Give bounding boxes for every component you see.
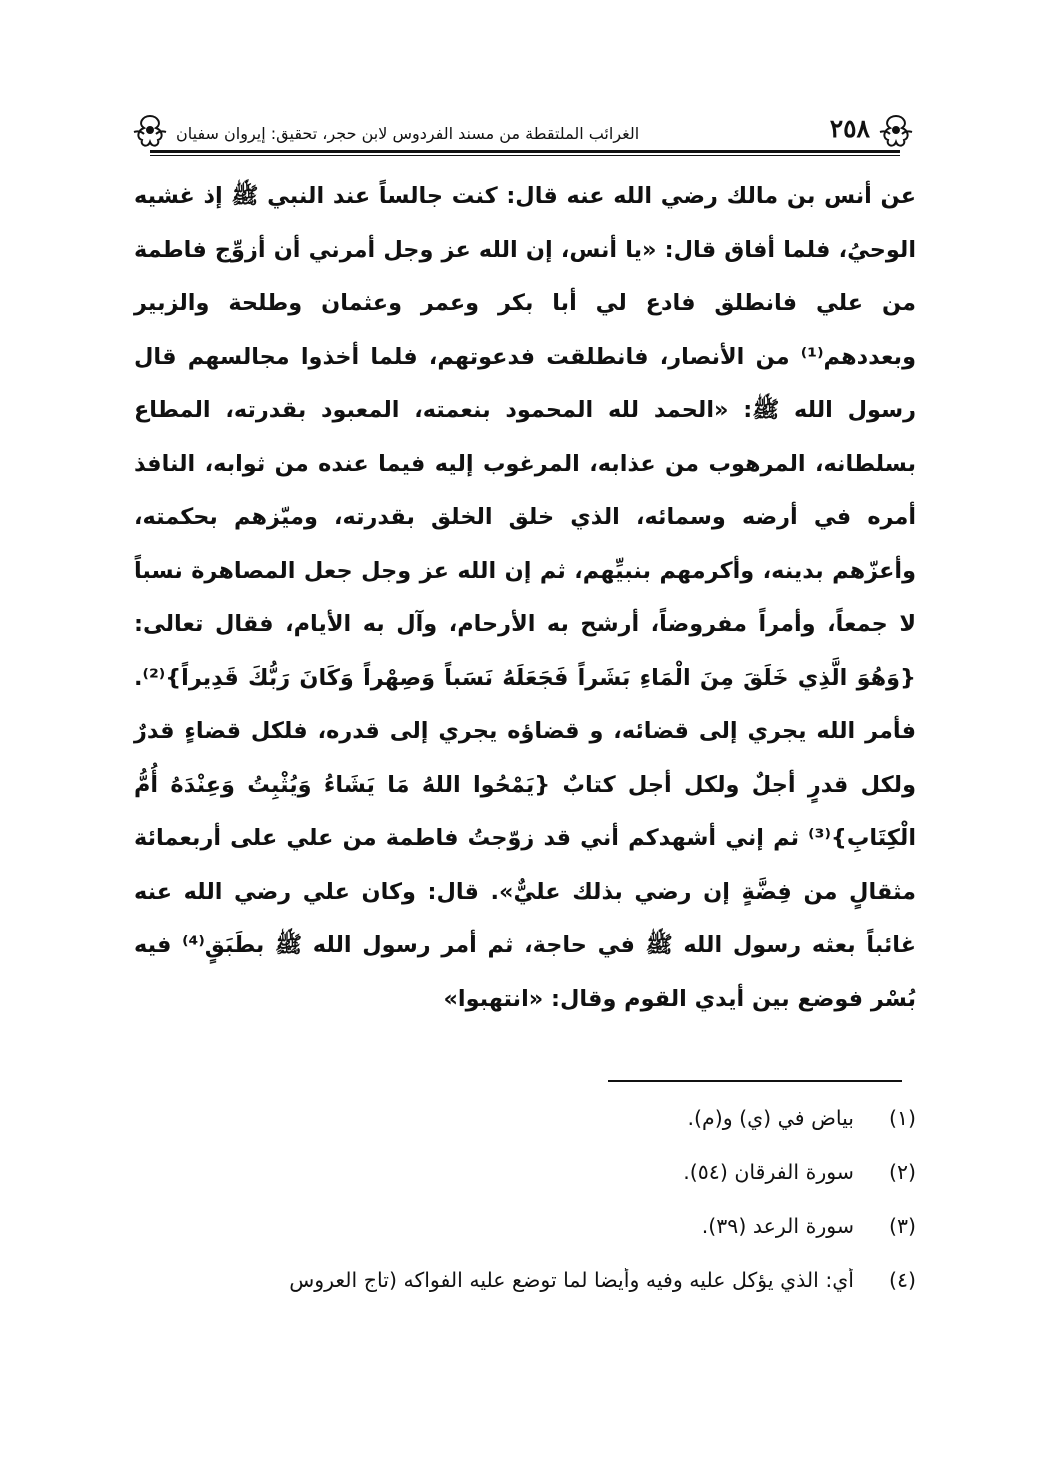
footnote-item (134, 1214, 916, 1268)
footnote-item (134, 1160, 916, 1214)
footnote-number: (٢) (888, 1160, 916, 1184)
footnote-text: أي: الذي يؤكل عليه وفيه وأيضا لما توضع عليه الفواكه (تاج العروس (289, 1268, 854, 1292)
footnote-item (134, 1268, 916, 1322)
footnote-text: بياض في (ي) و(م). (687, 1106, 854, 1130)
footnotes (134, 1106, 916, 1322)
header-divider (150, 150, 900, 156)
footnote-number: (١) (888, 1106, 916, 1130)
footnote-number: (٤) (888, 1268, 916, 1292)
floral-ornament-icon (874, 111, 918, 151)
footnote-text: سورة الفرقان (٥٤). (683, 1160, 854, 1184)
footnote-divider (608, 1080, 902, 1082)
page-number: ٢٥٨ (829, 113, 870, 143)
floral-ornament-icon (128, 111, 172, 151)
footnote-text: سورة الرعد (٣٩). (701, 1214, 854, 1238)
body-paragraph: عن أنس بن مالك رضي الله عنه قال: كنت جالساً عند النبي ﷺ إذ غشيه الوحيُ، فلما أفاق قال: «يا أنس، إن الله عز وجل أمرني أن أزوِّج فاطمة من علي فانطلق فادع لي أبا بكر وعمر وعثمان وطلحة والزبير وبعددهم⁽¹⁾ من الأنصار، فانطلقت فدعوتهم، فلما أخذوا مجالسهم قال رسول الله ﷺ: «الحمد لله المحمود بنعمته، المعبود بقدرته، المطاع بسلطانه، المرهوب من عذابه، المرغوب إليه فيما عنده من ثوابه، النافذ أمره في أرضه وسمائه، الذي خلق الخلق بقدرته، وميّزهم بحكمته، وأعزّهم بدينه، وأكرمهم بنبيِّهم، ثم إن الله عز وجل جعل المصاهرة نسباً لا جمعاً، وأمراً مفروضاً، أرشح به الأرحام، وآل به الأيام، فقال تعالى: {وَهُوَ الَّذِي خَلَقَ مِنَ الْمَاءِ بَشَراً فَجَعَلَهُ نَسَباً وَصِهْراً وَكَانَ رَبُّكَ قَدِيراً}⁽²⁾. فأمر الله يجري إلى قضائه، و قضاؤه يجري إلى قدره، فلكل قضاءٍ قدرٌ ولكل قدرٍ أجلٌ ولكل أجل كتابٌ {يَمْحُوا اللهُ مَا يَشَاءُ وَيُثْبِتُ وَعِنْدَهُ أُمُّ الْكِتَابِ}⁽³⁾ ثم إني أشهدكم أني قد زوّجتُ فاطمة من علي على أربعمائة مثقالٍ من فِضَّةٍ إن رضي بذلك عليٌّ». قال: وكان علي رضي الله عنه غائباً بعثه رسول الله ﷺ في حاجة، ثم أمر رسول الله ﷺ بطَبَقٍ⁽⁴⁾ فيه بُسْر فوضع بين أيدي القوم وقال: «انتهبوا» (134, 183, 916, 1012)
main-text (134, 170, 916, 1026)
header-title: الغرائب الملتقطة من مسند الفردوس لابن حجر، تحقيق: إيروان سفيان (176, 123, 640, 143)
running-header (128, 108, 918, 154)
footnote-item (134, 1106, 916, 1160)
footnote-number: (٣) (888, 1214, 916, 1238)
